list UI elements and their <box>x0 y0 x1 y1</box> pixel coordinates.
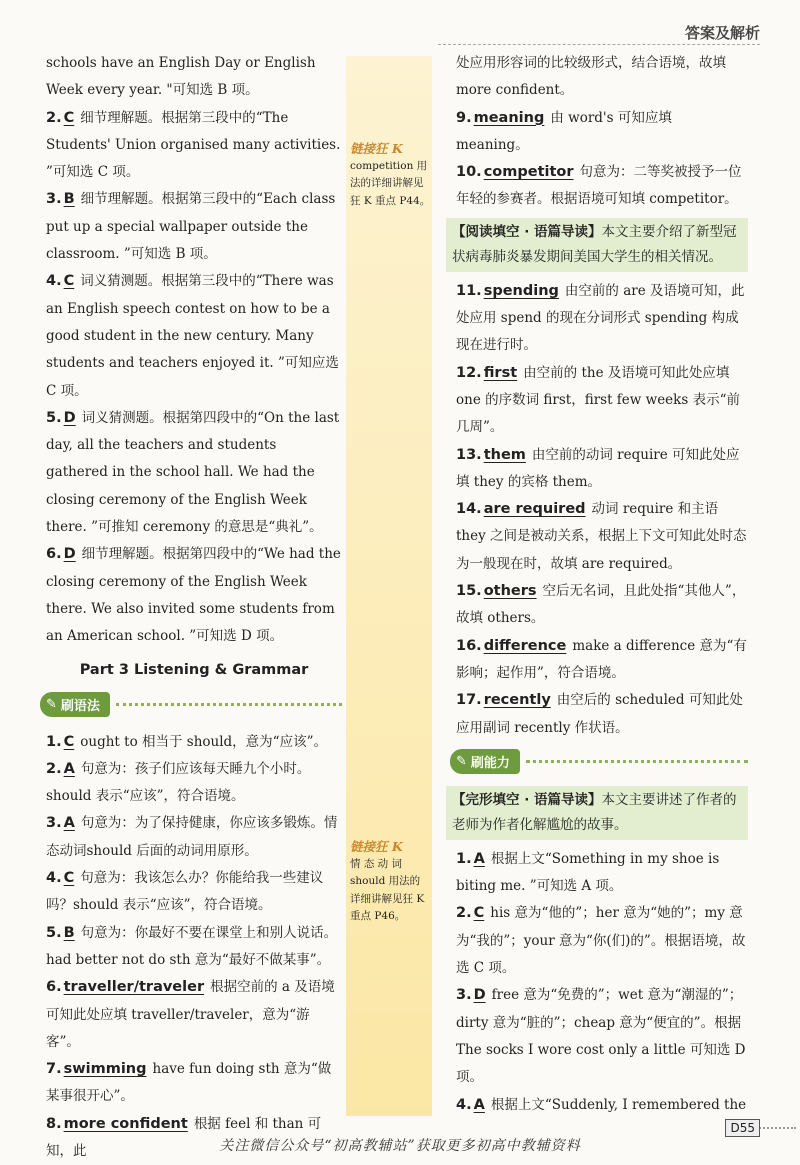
link-note-title: 链接狂 K <box>350 839 403 854</box>
answer-item: 1. C ought to 相当于 should，意为“应该”。 <box>46 733 327 750</box>
link-note-text: competition 用法的详细讲解见狂 K 重点 P44。 <box>350 159 431 207</box>
sidebar-strip <box>346 56 432 1116</box>
answer-item: 10. competitor 句意为：二等奖被授予一位年轻的参赛者。根据语境可知填 competitor。 <box>456 164 742 208</box>
pencil-icon: ✎ <box>456 754 467 770</box>
page-number: D55 <box>725 1119 760 1137</box>
section-header-grammar <box>40 691 342 719</box>
cloze-guide-box <box>446 786 748 840</box>
answer-item: 5. D 词义猜测题。根据第四段中的“On the last day, all the teachers and students gathered in the school hall. We had the closing ceremony of the English Week there. ”可推知 ceremony 的意思是“典礼”。 <box>46 409 340 536</box>
answer-item: 5. B 句意为：你最好不要在课堂上和别人说话。had better not do sth 意为“最好不做某事”。 <box>46 924 338 968</box>
answer-item: 4. C 词义猜测题。根据第三段中的“There was an English speech contest on how to be a good student in the new century. Many students and teachers enjoyed it. ”可知应选 C 项。 <box>46 273 339 399</box>
section-divider <box>526 760 748 763</box>
continued-text: 处应用形容词的比较级形式，结合语境，故填 more confident。 <box>456 55 726 99</box>
right-column <box>452 50 748 1119</box>
answer-item: 6. D 细节理解题。根据第四段中的“We had the closing ceremony of the English Week there. We also invited some students from an American school. ”可知选 D 项。 <box>46 546 341 645</box>
answer-item: 2. C his 意为“他的”；her 意为“她的”；my 意为“我的”；your 意为“你(们)的”。根据语境，故选 C 项。 <box>456 905 746 977</box>
section-header-ability <box>450 748 748 776</box>
answer-item: 13. them 由空前的动词 require 可知此处应填 they 的宾格 them。 <box>456 446 740 490</box>
answer-item: 17. recently 由空后的 scheduled 可知此处应用副词 recently 作状语。 <box>456 692 743 736</box>
part-title: Part 3 Listening & Grammar <box>79 661 309 678</box>
link-note-title: 链接狂 K <box>350 141 403 156</box>
header-divider <box>438 44 760 45</box>
page-header-title: 答案及解析 <box>684 24 760 42</box>
answer-item: 2. C 细节理解题。根据第三段中的“The Students' Union organised many activities. ”可知选 C 项。 <box>46 109 341 181</box>
guide-text: 本文主要介绍了新型冠状病毒肺炎暴发期间美国大学生的相关情况。 <box>452 223 737 265</box>
link-note-text: 情 态 动 词 should 用法的详细讲解见狂 K 重点 P46。 <box>350 857 425 922</box>
answer-item: 4. C 句意为：我该怎么办？你能给我一些建议吗？should 表示“应该”，符合语境。 <box>46 870 324 914</box>
answer-item: 9. meaning 由 word's 可知应填 meaning。 <box>456 109 672 153</box>
answer-item: 12. first 由空前的 the 及语境可知此处应填 one 的序数词 first，first few weeks 表示“前几周”。 <box>456 364 740 436</box>
answer-item: 8. more confident 根据 feel 和 than 可知，此 <box>46 1115 322 1159</box>
answer-item: 3. A 句意为：为了保持健康，你应该多锻炼。情态动词should 后面的动词用原形。 <box>46 815 338 859</box>
section-label: 刷语法 <box>60 699 100 715</box>
section-label: 刷能力 <box>470 756 510 772</box>
continued-text: schools have an English Day or English Week every year. "可知选 B 项。 <box>46 55 316 99</box>
answer-item: 7. swimming have fun doing sth 意为“做某事很开心”。 <box>46 1061 332 1105</box>
link-note-2 <box>350 838 430 926</box>
answer-item: 3. B 细节理解题。根据第三段中的“Each class put up a special wallpaper outside the classroom. ”可知选 B 项。 <box>46 191 336 263</box>
answer-item: 6. traveller/traveler 根据空前的 a 及语境可知此处应填 traveller/traveler，意为“游客”。 <box>46 979 335 1050</box>
left-column <box>46 50 342 1165</box>
footer-note: 关注微信公众号“初高教辅站”获取更多初高中教辅资料 <box>219 1138 581 1154</box>
guide-tag: 【完形填空 · 语篇导读】 <box>452 791 602 808</box>
answer-item: 14. are required 动词 require 和主语 they 之间是被动关系，根据上下文可知此处时态为一般现在时，故填 are required。 <box>456 501 747 572</box>
answer-item: 1. A 根据上文“Something in my shoe is biting me. ”可知选 A 项。 <box>456 850 720 895</box>
answer-item: 11. spending 由空前的 are 及语境可知，此处应用 spend 的现在分词形式 spending 构成现在进行时。 <box>456 282 745 354</box>
answer-item: 16. difference make a difference 意为“有影响；起作用”，符合语境。 <box>456 637 747 681</box>
page-number-divider <box>756 1127 796 1129</box>
guide-text: 本文主要讲述了作者的老师为作者化解尴尬的故事。 <box>452 791 737 833</box>
reading-guide-box <box>446 218 748 272</box>
pencil-icon: ✎ <box>46 697 57 713</box>
section-divider <box>116 703 342 706</box>
answer-item: 4. A 根据上文“Suddenly, I remembered the <box>456 1096 747 1113</box>
link-note-1 <box>350 140 432 210</box>
answer-item: 2. A 句意为：孩子们应该每天睡九个小时。should 表示“应该”，符合语境。 <box>46 760 311 805</box>
answer-item: 3. D free 意为“免费的”；wet 意为“潮湿的”；dirty 意为“脏的”；cheap 意为“便宜的”。根据 The socks I wore cost only a little 可知选 D 项。 <box>456 987 746 1086</box>
guide-tag: 【阅读填空 · 语篇导读】 <box>452 223 602 240</box>
answer-item: 15. others 空后无名词，且此处指“其他人”，故填 others。 <box>456 583 746 627</box>
